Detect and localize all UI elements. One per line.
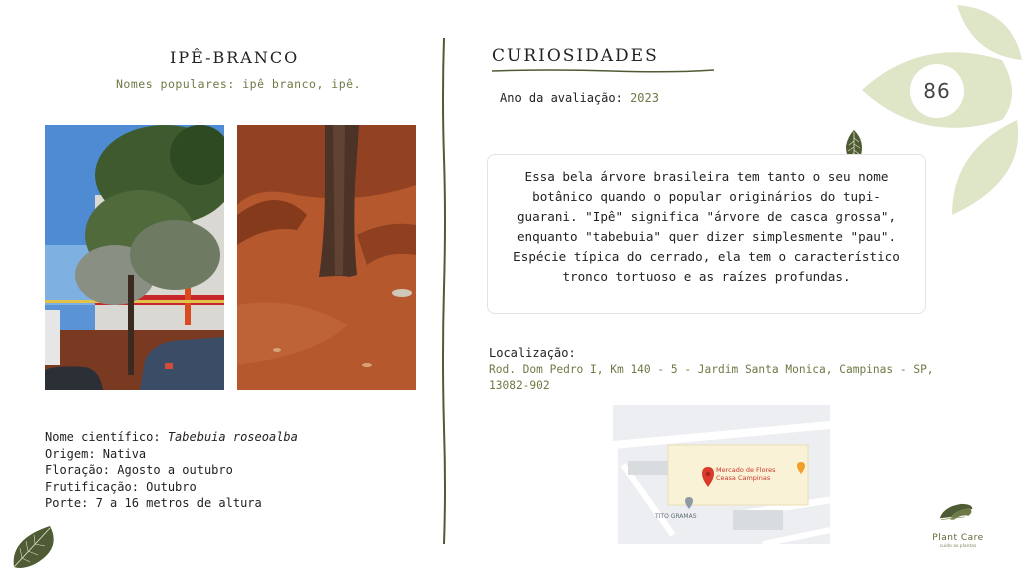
title-underline [492, 68, 714, 74]
brand-tagline: cuido as plantas [939, 544, 977, 549]
evaluation-year-label: Ano da avaliação: [500, 91, 623, 105]
scientific-name-label: Nome científico: [45, 430, 161, 444]
page-number: 86 [910, 64, 964, 118]
column-divider [441, 38, 447, 544]
scientific-name [45, 429, 298, 446]
tree-photo [45, 125, 224, 390]
flowering: Floração: Agosto a outubro [45, 463, 233, 477]
plant-title: IPÊ-BRANCO [170, 48, 300, 67]
evaluation-year [500, 91, 659, 105]
map-graphic [613, 405, 830, 544]
popular-names-value: ipê branco, ipê. [242, 77, 361, 91]
trunk-photo [237, 125, 416, 390]
brand-logo-icon [918, 500, 998, 534]
location-label: Localização: [489, 346, 576, 360]
popular-names-label: Nomes populares: [116, 77, 235, 91]
popular-names [116, 77, 361, 91]
size: Porte: 7 a 16 metros de altura [45, 496, 262, 510]
location-map[interactable] [613, 405, 830, 544]
leaf-icon [10, 524, 60, 569]
description-card: Essa bela árvore brasileira tem tanto o seu nome botânico quando o popular originários do tupi-guarani. "Ipê" significa "árvore de casca grossa", enquanto "tabebuia" quer dizer simplesmente "pau". Espécie típica do cerrado, ela tem o característico tronco tortuoso e as raízes profundas. [487, 154, 926, 314]
fruiting: Frutificação: Outubro [45, 479, 197, 494]
plant-facts [45, 429, 298, 512]
curiosities-title: CURIOSIDADES [492, 46, 659, 66]
origin: Origem: Nativa [45, 446, 147, 461]
map-place-label-1: Mercado de Flores [716, 466, 776, 474]
brand-name: Plant Care [932, 533, 984, 543]
map-place-label-2: Ceasa Campinas [716, 474, 771, 482]
location-address: Rod. Dom Pedro I, Km 140 - 5 - Jardim Santa Monica, Campinas - SP, 13082-902 [489, 363, 934, 392]
evaluation-year-value: 2023 [630, 91, 659, 105]
scientific-name-value: Tabebuia roseoalba [167, 430, 298, 444]
map-poi-label: TITO GRAMAS [655, 513, 697, 520]
